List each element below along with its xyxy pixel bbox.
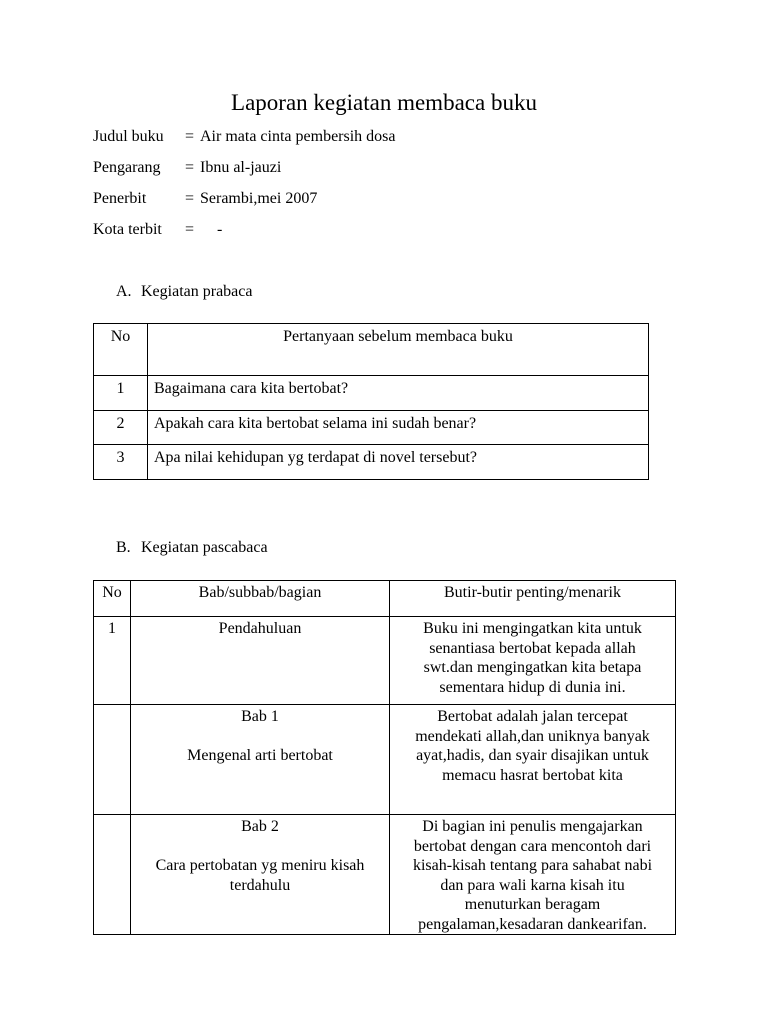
meta-row-publisher (93, 187, 396, 218)
meta-row-title (93, 125, 396, 156)
table-header-row (94, 581, 676, 617)
point-line: Buku ini mengingatkan kita untuk (423, 620, 642, 637)
point-line: swt.dan mengingatkan kita betapa (423, 659, 642, 676)
meta-equals: = (185, 159, 195, 176)
chapter-subtitle: Mengenal arti bertobat (187, 747, 333, 764)
table-row (94, 445, 649, 480)
section-letter: B. (116, 539, 131, 556)
point-line: pengalaman,kesadaran dankearifan. (418, 915, 647, 933)
point-line: senantiasa bertobat kepada allah (429, 639, 636, 657)
meta-label: Judul buku (93, 128, 164, 145)
row-chapter (131, 617, 390, 705)
row-no: 3 (94, 445, 148, 480)
document-title: Laporan kegiatan membaca buku (231, 90, 537, 115)
row-no: 1 (94, 617, 131, 705)
meta-row-author (93, 156, 396, 187)
prabaca-table (93, 323, 649, 480)
point-line: kisah-kisah tentang para sahabat nabi (412, 857, 653, 874)
header-points: Butir-butir penting/menarik (390, 581, 676, 617)
section-letter: A. (116, 283, 132, 300)
section-title: Kegiatan prabaca (141, 283, 253, 300)
point-line: memacu hasrat bertobat kita (442, 766, 623, 784)
meta-value: Ibnu al-jauzi (200, 159, 282, 176)
meta-row-city (93, 218, 396, 249)
table-header-row (94, 324, 649, 376)
chapter-title: Bab 1 (241, 708, 279, 725)
table-row (94, 815, 676, 935)
header-chapter: Bab/subbab/bagian (131, 581, 390, 617)
table-row (94, 376, 649, 411)
row-chapter (131, 705, 390, 815)
point-line: menuturkan beragam (464, 896, 601, 913)
meta-label: Kota terbit (93, 221, 162, 238)
meta-equals: = (185, 190, 195, 207)
header-no: No (94, 324, 148, 376)
chapter-subtitle: terdahulu (229, 876, 291, 894)
point-line: mendekati allah,dan uniknya banyak (415, 727, 650, 745)
book-info (93, 125, 396, 249)
pascabaca-table (93, 580, 676, 935)
row-points (390, 705, 676, 815)
table-row (94, 411, 649, 445)
meta-label: Pengarang (93, 159, 161, 176)
chapter-subtitle: Cara pertobatan yg meniru kisah (155, 857, 365, 874)
row-question: Bagaimana cara kita bertobat? (148, 376, 649, 411)
meta-value: Serambi,mei 2007 (200, 190, 318, 207)
row-question: Apa nilai kehidupan yg terdapat di novel tersebut? (148, 445, 649, 480)
meta-value: Air mata cinta pembersih dosa (200, 128, 396, 145)
meta-value: - (217, 221, 223, 238)
row-no: 1 (94, 376, 148, 411)
point-line: Di bagian ini penulis mengajarkan (422, 818, 643, 835)
row-no (94, 705, 131, 815)
meta-label: Penerbit (93, 190, 147, 207)
header-question: Pertanyaan sebelum membaca buku (148, 324, 649, 376)
meta-equals: = (185, 128, 195, 145)
point-line: Bertobat adalah jalan tercepat (437, 708, 628, 725)
table-row (94, 705, 676, 815)
row-question: Apakah cara kita bertobat selama ini sudah benar? (148, 411, 649, 445)
section-title: Kegiatan pascabaca (141, 539, 268, 556)
point-line: bertobat dengan cara mencontoh dari (413, 837, 652, 855)
row-chapter (131, 815, 390, 935)
table-row (94, 617, 676, 705)
section-a-heading (116, 281, 252, 303)
row-no: 2 (94, 411, 148, 445)
row-points (390, 815, 676, 935)
row-points (390, 617, 676, 705)
point-line: sementara hidup di dunia ini. (439, 678, 626, 696)
chapter-title: Pendahuluan (218, 620, 302, 637)
chapter-title: Bab 2 (241, 818, 279, 835)
point-line: dan para wali karna kisah itu (440, 876, 625, 894)
meta-equals: = (185, 221, 195, 238)
header-no: No (94, 581, 131, 617)
row-no (94, 815, 131, 935)
point-line: ayat,hadis, dan syair disajikan untuk (416, 747, 649, 764)
section-b-heading (116, 537, 268, 559)
